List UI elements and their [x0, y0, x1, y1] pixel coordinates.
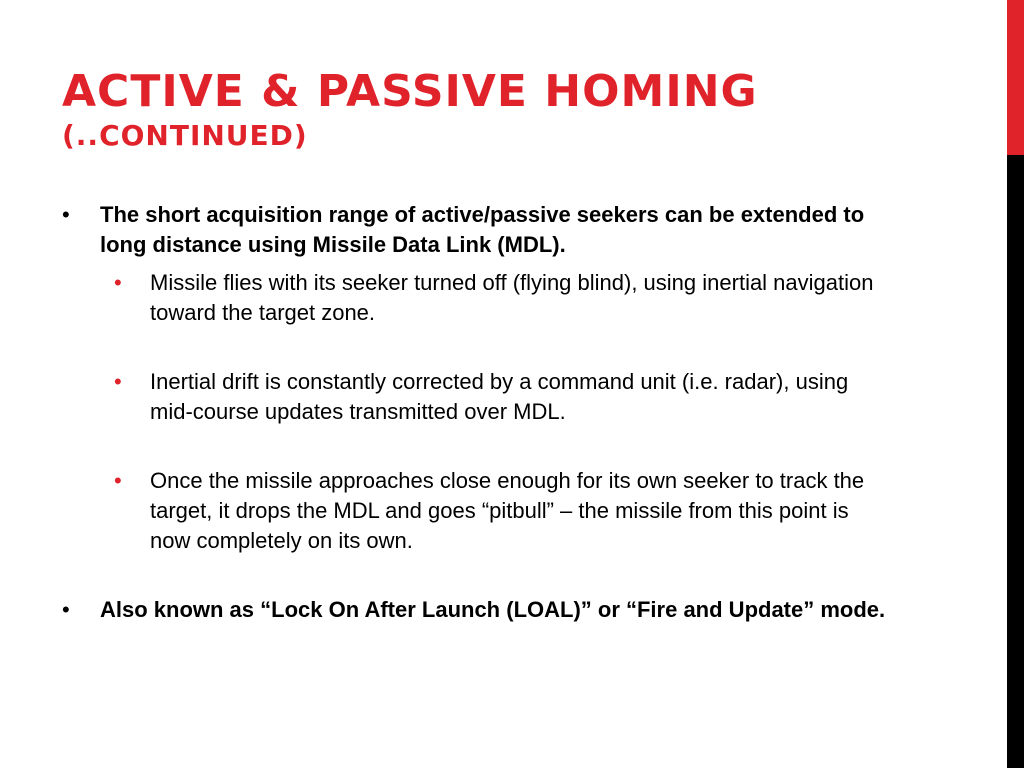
bullet-item	[62, 595, 892, 625]
bullet-item	[62, 200, 892, 260]
bullet-dot-icon: •	[62, 202, 70, 227]
sub-bullet-dot-icon: •	[114, 369, 122, 394]
bullet-dot-icon: •	[62, 597, 70, 622]
accent-bar-black	[1007, 155, 1024, 768]
slide-content	[62, 200, 892, 625]
title-continued: (..CONTINUED)	[62, 119, 308, 152]
sub-bullet-item	[114, 367, 892, 427]
sub-bullet-item	[114, 466, 892, 556]
sub-bullet-text: Once the missile approaches close enough for its own seeker to track the target, it drops the MDL and goes “pitbull” – the missile from this point is now completely on its own.	[150, 468, 865, 553]
sub-bullet-text: Missile flies with its seeker turned off (flying blind), using inertial navigation toward the target zone.	[150, 270, 874, 325]
sub-bullet-dot-icon: •	[114, 468, 122, 493]
bullet-text: Also known as “Lock On After Launch (LOAL)” or “Fire and Update” mode.	[100, 597, 886, 622]
sub-bullet-dot-icon: •	[114, 270, 122, 295]
bullet-text: The short acquisition range of active/passive seekers can be extended to long distance using Missile Data Link (MDL).	[100, 202, 865, 257]
title-main: ACTIVE & PASSIVE HOMING	[62, 66, 758, 117]
accent-bar-red	[1007, 0, 1024, 155]
slide-title	[62, 66, 758, 152]
sub-bullet-text: Inertial drift is constantly corrected by a command unit (i.e. radar), using mid-course updates transmitted over MDL.	[150, 369, 849, 424]
sub-bullet-item	[114, 268, 892, 328]
